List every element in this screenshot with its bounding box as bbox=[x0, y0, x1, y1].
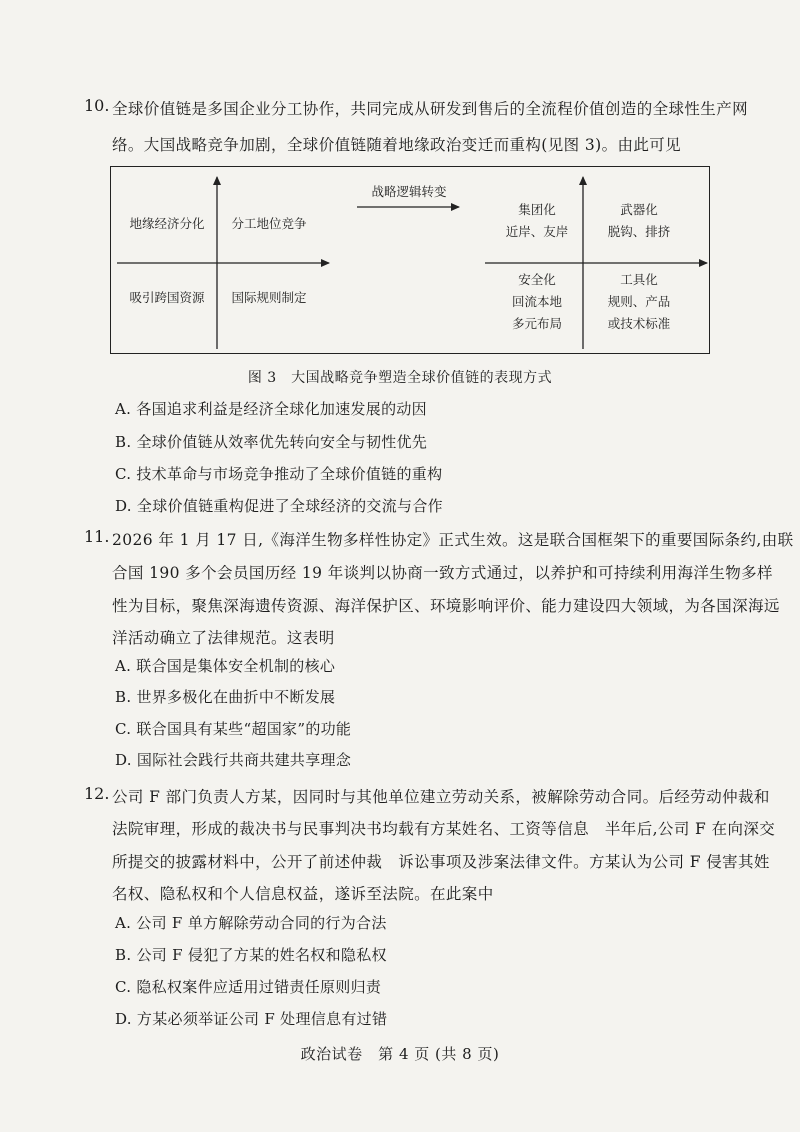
figure-3-diagram bbox=[110, 166, 710, 354]
page-footer: 政治试卷 第 4 页 (共 8 页) bbox=[300, 1045, 500, 1063]
figure-cell-securitization: 安全化 回流本地 多元布局 bbox=[511, 272, 562, 331]
question-11-number: 11. bbox=[84, 527, 110, 546]
question-10-option-c[interactable]: C. 技术革命与市场竞争推动了全球价值链的重构 bbox=[115, 465, 443, 483]
question-10-stem-line-2: 络。大国战略竞争加剧，全球价值链随着地缘政治变迁而重构(见图 3)。由此可见 bbox=[112, 136, 682, 154]
question-11-option-b[interactable]: B. 世界多极化在曲折中不断发展 bbox=[115, 688, 336, 706]
question-10-stem-line-1: 全球价值链是多国企业分工协作，共同完成从研发到售后的全流程价值创造的全球性生产网 bbox=[112, 100, 749, 118]
figure-cell-geoeconomic-split: 地缘经济分化 bbox=[129, 216, 205, 231]
figure-cell-instrumentalization: 工具化 规则、产品 或技术标准 bbox=[607, 272, 671, 331]
figure-3-caption: 图 3 大国战略竞争塑造全球价值链的表现方式 bbox=[247, 370, 553, 386]
question-12-number: 12. bbox=[84, 784, 110, 803]
figure-cell-attract-resources: 吸引跨国资源 bbox=[129, 290, 205, 305]
question-11-stem-line-3: 性为目标，聚焦深海遗传资源、海洋保护区、环境影响评价、能力建设四大领域，为各国深海远 bbox=[112, 597, 780, 615]
question-12-option-c[interactable]: C. 隐私权案件应适用过错责任原则归责 bbox=[115, 978, 382, 996]
question-10-number: 10. bbox=[84, 96, 110, 115]
question-11-option-d[interactable]: D. 国际社会践行共商共建共享理念 bbox=[115, 751, 352, 769]
question-11-stem-line-1: 2026 年 1 月 17 日,《海洋生物多样性协定》正式生效。这是联合国框架下的重要国际条约,由联 bbox=[112, 531, 794, 549]
question-12-stem-line-3: 所提交的披露材料中，公开了前述仲裁 诉讼事项及涉案法律文件。方某认为公司 F 侵害其姓 bbox=[112, 853, 770, 871]
figure-cell-blocization: 集团化 近岸、友岸 bbox=[505, 202, 569, 239]
question-12-option-a[interactable]: A. 公司 F 单方解除劳动合同的行为合法 bbox=[115, 914, 387, 932]
figure-cell-division-competition: 分工地位竞争 bbox=[231, 216, 307, 231]
question-10-option-b[interactable]: B. 全球价值链从效率优先转向安全与韧性优先 bbox=[115, 433, 428, 451]
question-10-option-d[interactable]: D. 全球价值链重构促进了全球经济的交流与合作 bbox=[115, 497, 443, 515]
question-10-option-a[interactable]: A. 各国追求利益是经济全球化加速发展的动因 bbox=[115, 400, 427, 418]
question-11-option-c[interactable]: C. 联合国具有某些“超国家”的功能 bbox=[115, 720, 352, 738]
question-12-stem-line-4: 名权、隐私权和个人信息权益，遂诉至法院。在此案中 bbox=[112, 885, 494, 903]
question-11-option-a[interactable]: A. 联合国是集体安全机制的核心 bbox=[115, 657, 336, 675]
figure-cell-rule-making: 国际规则制定 bbox=[231, 290, 307, 305]
figure-cell-weaponization: 武器化 脱钩、排挤 bbox=[607, 202, 671, 239]
question-12-option-b[interactable]: B. 公司 F 侵犯了方某的姓名权和隐私权 bbox=[115, 946, 387, 964]
question-11-stem-line-4: 洋活动确立了法律规范。这表明 bbox=[112, 629, 335, 647]
question-12-stem-line-2: 法院审理，形成的裁决书与民事判决书均载有方某姓名、工资等信息 半年后,公司 F 在向深交 bbox=[112, 820, 776, 838]
figure-arrow-label: 战略逻辑转变 bbox=[371, 184, 447, 199]
question-12-stem-line-1: 公司 F 部门负责人方某，因同时与其他单位建立劳动关系，被解除劳动合同。后经劳动仲裁和 bbox=[112, 788, 770, 806]
question-12-option-d[interactable]: D. 方某必须举证公司 F 处理信息有过错 bbox=[115, 1010, 388, 1028]
question-11-stem-line-2: 合国 190 多个会员国历经 19 年谈判以协商一致方式通过，以养护和可持续利用海洋生物多样 bbox=[112, 564, 773, 582]
